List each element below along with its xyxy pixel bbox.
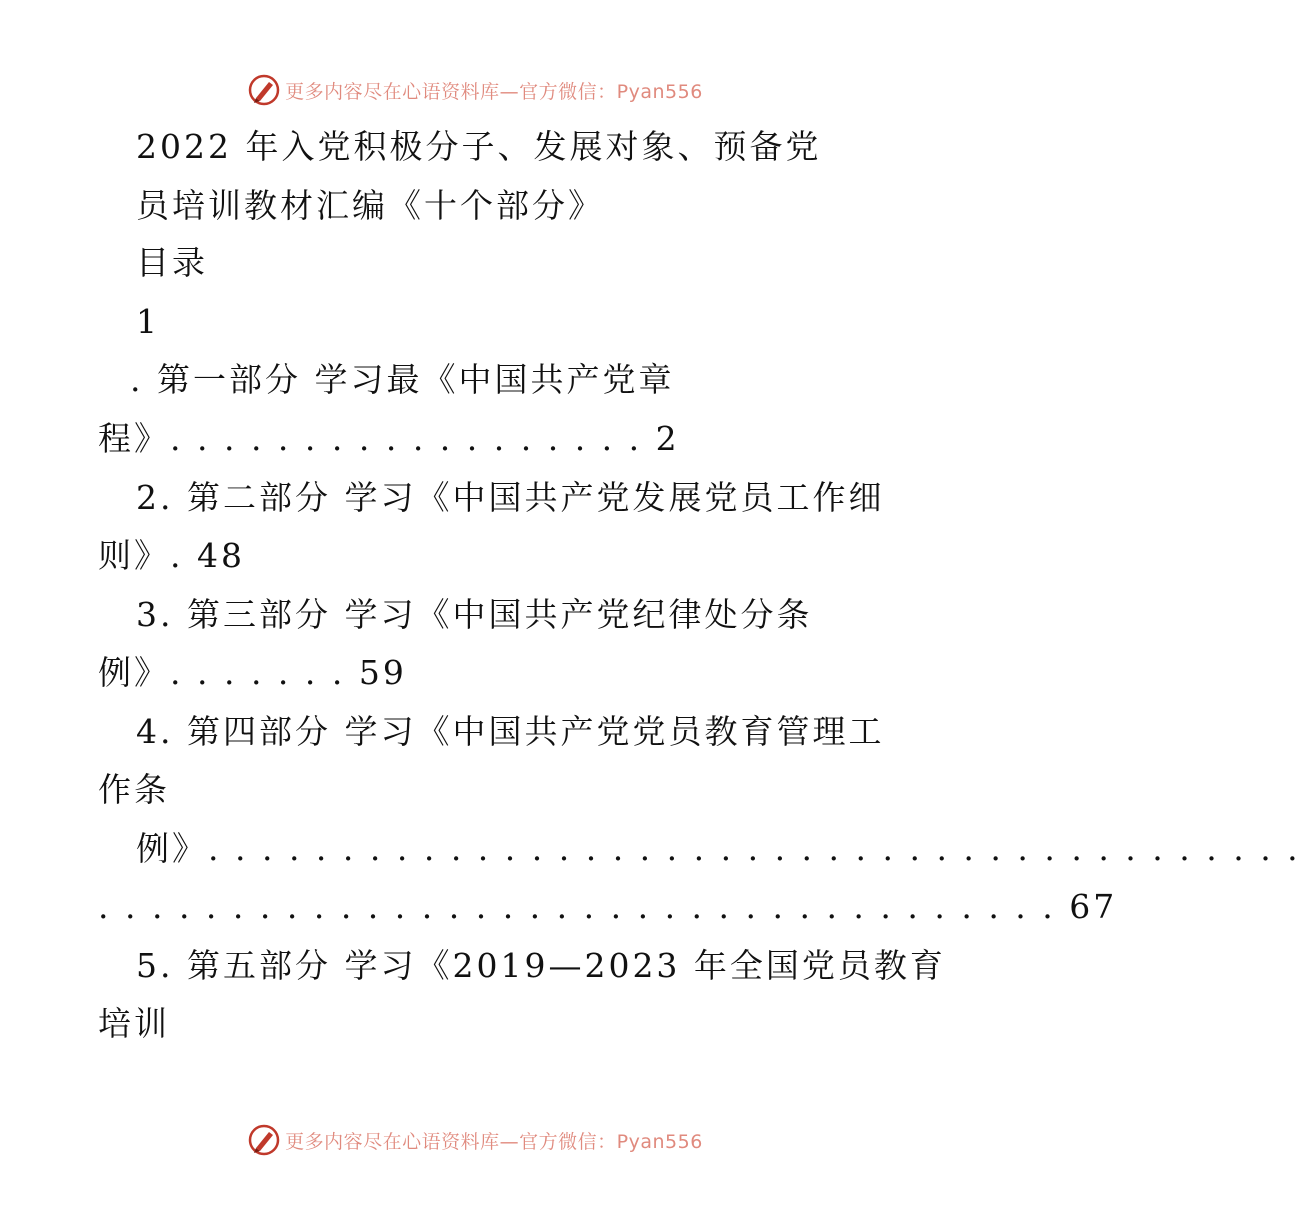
watermark-text: 更多内容尽在心语资料库—官方微信：Pyan556: [285, 1130, 703, 1153]
toc-line: 1: [136, 302, 160, 341]
toc-line: 培训: [98, 1004, 170, 1043]
toc-line: 3. 第三部分 学习《中国共产党纪律处分条: [136, 595, 813, 634]
watermark-text: 更多内容尽在心语资料库—官方微信：Pyan556: [285, 80, 703, 103]
toc-line: 2. 第二部分 学习《中国共产党发展党员工作细: [136, 478, 885, 517]
toc-line: 例》. . . . . . . . . . . . . . . . . . . . . . . . . . . . . . . . . . . . . . . . .: [136, 829, 1301, 868]
pen-logo-icon: [247, 1123, 281, 1157]
toc-line: 作条: [98, 770, 170, 809]
toc-line: . . . . . . . . . . . . . . . . . . . . . . . . . . . . . . . . . . . . 67: [98, 887, 1118, 926]
toc-heading: 目录: [136, 243, 208, 282]
toc-line: 程》. . . . . . . . . . . . . . . . . . 2: [98, 419, 680, 458]
toc-line: 4. 第四部分 学习《中国共产党党员教育管理工: [136, 712, 885, 751]
watermark-header: [0, 70, 950, 110]
document-title-line-1: 2022 年入党积极分子、发展对象、预备党: [136, 127, 822, 166]
watermark-footer: [0, 1120, 950, 1160]
toc-line: 则》. 48: [98, 536, 245, 575]
toc-line: 5. 第五部分 学习《2019—2023 年全国党员教育: [136, 946, 946, 985]
toc-line: . 第一部分 学习最《中国共产党章: [130, 360, 675, 399]
document-title-line-2: 员培训教材汇编《十个部分》: [136, 186, 604, 225]
pen-logo-icon: [247, 73, 281, 107]
toc-line: 例》. . . . . . . 59: [98, 653, 407, 692]
